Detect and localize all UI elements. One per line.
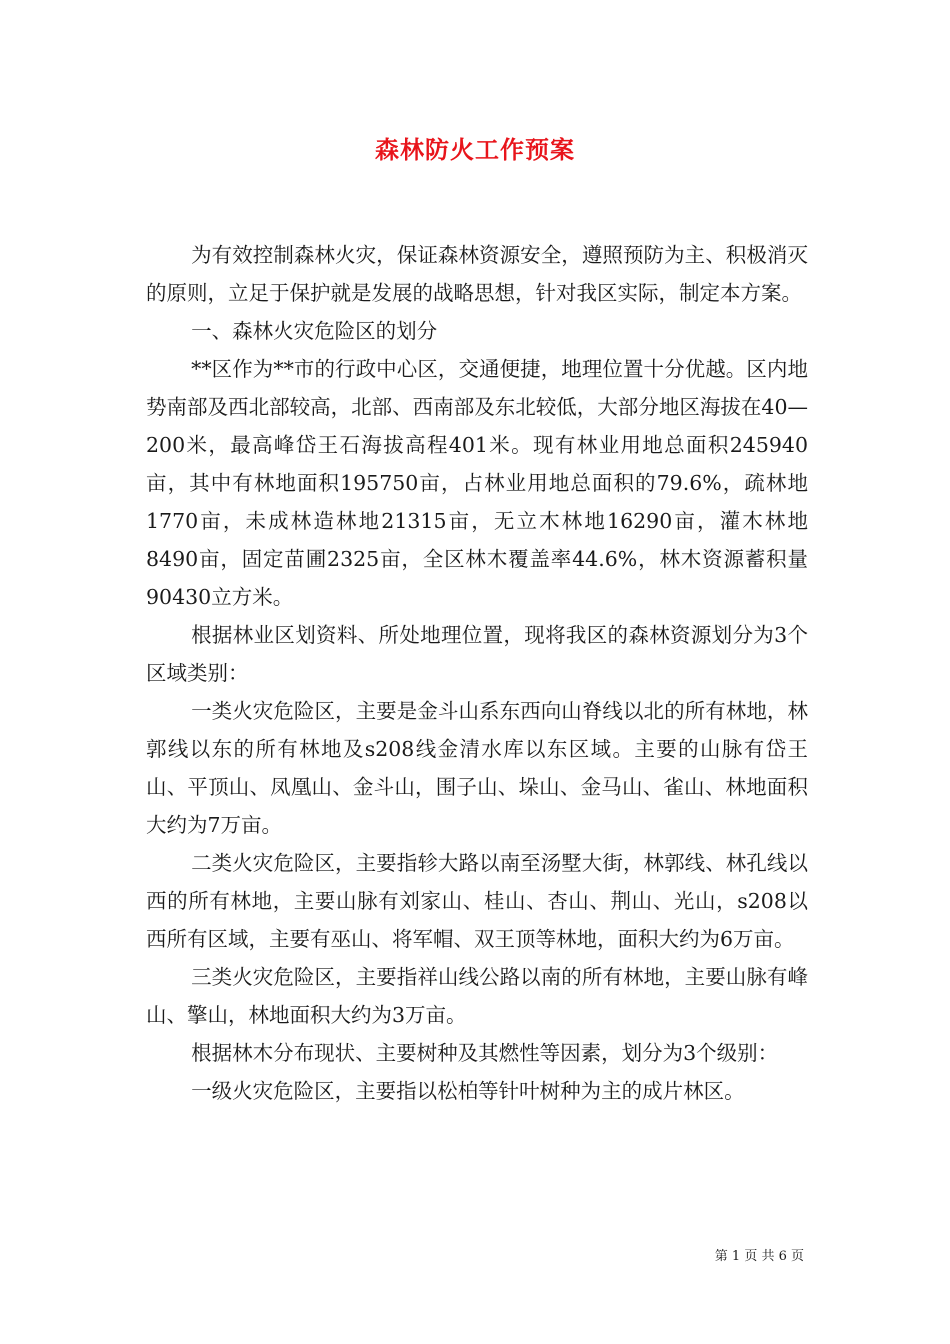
paragraph-zoning: 根据林业区划资料、所处地理位置，现将我区的森林资源划分为3个区域类别：: [146, 623, 808, 685]
paragraph-zone-class-1: 一类火灾危险区，主要是金斗山系东西向山脊线以北的所有林地，林郭线以东的所有林地及s208线金清水库以东区域。主要的山脉有岱王山、平顶山、凤凰山、金斗山，围子山、垛山、金马山、雀山、林地面积大约为7万亩。: [146, 699, 808, 837]
paragraph-zone-class-2: 二类火灾危险区，主要指轸大路以南至汤墅大街，林郭线、林孔线以西的所有林地，主要山脉有刘家山、桂山、杏山、荆山、光山，s208以西所有区域，主要有巫山、将军帽、双王顶等林地，面积大约为6万亩。: [146, 851, 808, 951]
document-title: 森林防火工作预案: [375, 135, 575, 164]
section-heading-1: 一、森林火灾危险区的划分: [191, 319, 438, 343]
paragraph-zone-class-3: 三类火灾危险区，主要指祥山线公路以南的所有林地，主要山脉有峰山、擎山，林地面积大约为3万亩。: [146, 965, 808, 1027]
paragraph-levels: 根据林木分布现状、主要树种及其燃性等因素，划分为3个级别：: [191, 1041, 779, 1065]
document-body: [146, 236, 808, 1110]
paragraph-level-1: 一级火灾危险区，主要指以松柏等针叶树种为主的成片林区。: [191, 1079, 745, 1103]
page-number: 第 1 页 共 6 页: [714, 1249, 804, 1264]
paragraph-intro: 为有效控制森林火灾，保证森林资源安全，遵照预防为主、积极消灭的原则，立足于保护就是发展的战略思想，针对我区实际，制定本方案。: [146, 243, 808, 305]
paragraph-overview: **区作为**市的行政中心区，交通便捷，地理位置十分优越。区内地势南部及西北部较高，北部、西南部及东北较低，大部分地区海拔在40—200米，最高峰岱王石海拔高程401米。现有林业用地总面积245940亩，其中有林地面积195750亩，占林业用地总面积的79.6%，疏林地1770亩，未成林造林地21315亩，无立木林地16290亩，灌木林地8490亩，固定苗圃2325亩，全区林木覆盖率44.6%，林木资源蓄积量90430立方米。: [146, 357, 808, 609]
